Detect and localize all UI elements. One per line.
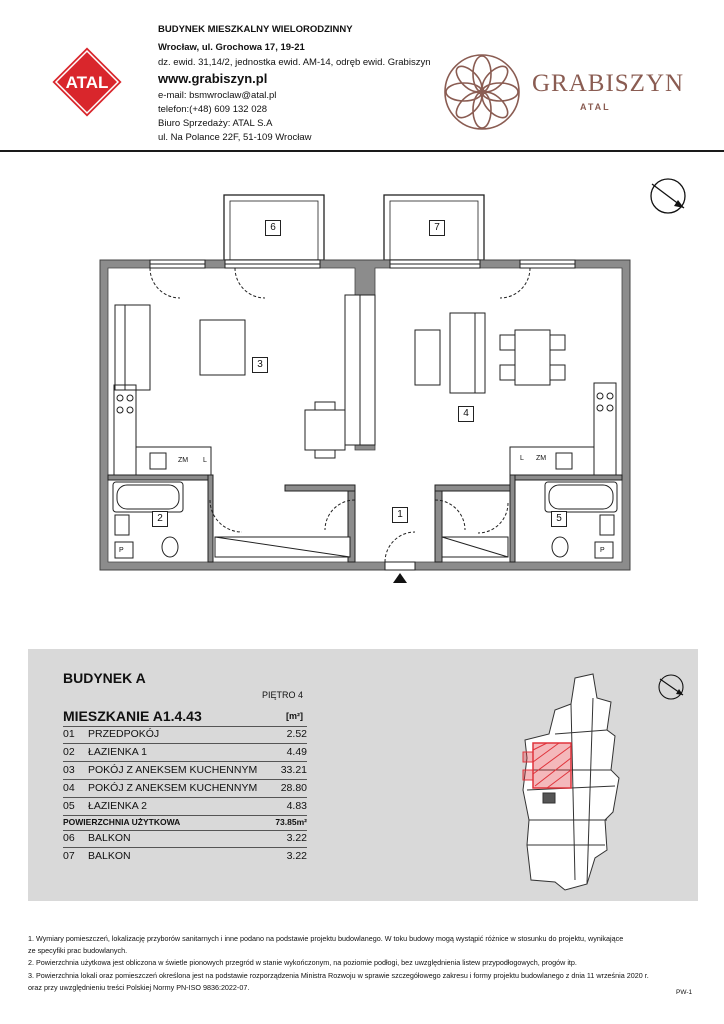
fixture-l-left: L [203,457,207,464]
room-label-4: 4 [458,406,474,422]
building-key-plan [515,670,635,895]
table-rule [63,847,307,848]
room-label-3: 3 [252,357,268,373]
page-code: PW-1 [676,989,693,996]
room-label-7: 7 [429,220,445,236]
fixture-zm-left: ZM [178,457,189,464]
plot-info: dz. ewid. 31,14/2, jednostka ewid. AM-14, odręb ewid. Grabiszyn [158,57,431,68]
sales-office-address: ul. Na Polance 22F, 51-109 Wrocław [158,132,312,143]
north-arrow-small-icon [656,672,686,702]
room-label-1: 1 [392,507,408,523]
phone[interactable]: telefon:(+48) 609 132 028 [158,104,268,115]
floor-label: PIĘTRO 4 [262,690,304,700]
atal-logo [49,44,125,120]
email[interactable]: e-mail: bsmwroclaw@atal.pl [158,90,277,101]
note-line: oraz przy uwzględnieniu treści Polskiej Normy PN-ISO 9836:2022-07. [28,983,250,992]
header-separator [0,150,724,152]
table-rule [63,726,307,727]
north-arrow-icon [648,176,688,216]
room-label-2: 2 [152,511,168,527]
floor-plan [90,185,640,585]
fixture-p-left: P [119,547,124,554]
table-rule [63,797,307,798]
room-label-6: 6 [265,220,281,236]
note-line: 2. Powierzchnia użytkowa jest obliczona w świetle pionowych przegród w stanie wykończonym, na poziomie podłogi, bez uwzględnienia listew przypodłogowych, progów itp. [28,958,577,967]
room-label-5: 5 [551,511,567,527]
fixture-p-right: P [600,547,605,554]
entrance-marker-icon [393,573,407,583]
fixture-zm-right: ZM [536,455,547,462]
table-rule [63,743,307,744]
building-name: BUDYNEK A [63,670,146,686]
building-type: BUDYNEK MIESZKALNY WIELORODZINNY [158,24,353,35]
sales-office: Biuro Sprzedaży: ATAL S.A [158,118,273,129]
fixture-l-right: L [520,455,524,462]
note-line: ze specyfiki prac budowlanych. [28,946,128,955]
table-rule [63,779,307,780]
brand-sub: ATAL [580,102,611,112]
address: Wrocław, ul. Grochowa 17, 19-21 [158,42,305,53]
area-unit: [m²] [286,711,303,721]
atal-logo-text: ATAL [65,73,109,92]
table-rule [63,761,307,762]
brand-name: GRABISZYN [532,70,685,97]
table-rule [63,830,307,831]
grabiszyn-logo [442,52,522,132]
note-line: 3. Powierzchnia lokali oraz pomieszczeń określona jest na podstawie rozporządzenia Ministra Rozwoju w sprawie szczegółowego zakresu i formy projektu budowlanego z dnia 11 września 2020 r. [28,971,649,980]
note-line: 1. Wymiary pomieszczeń, lokalizację przyborów sanitarnych i inne podano na podstawie projektu budowlanego. W toku budowy mogą wystąpić różnice w stosunku do projektu, wynikające [28,934,624,943]
website-link[interactable]: www.grabiszyn.pl [158,71,268,86]
table-rule [63,815,307,816]
apartment-id: MIESZKANIE A1.4.43 [63,708,202,724]
